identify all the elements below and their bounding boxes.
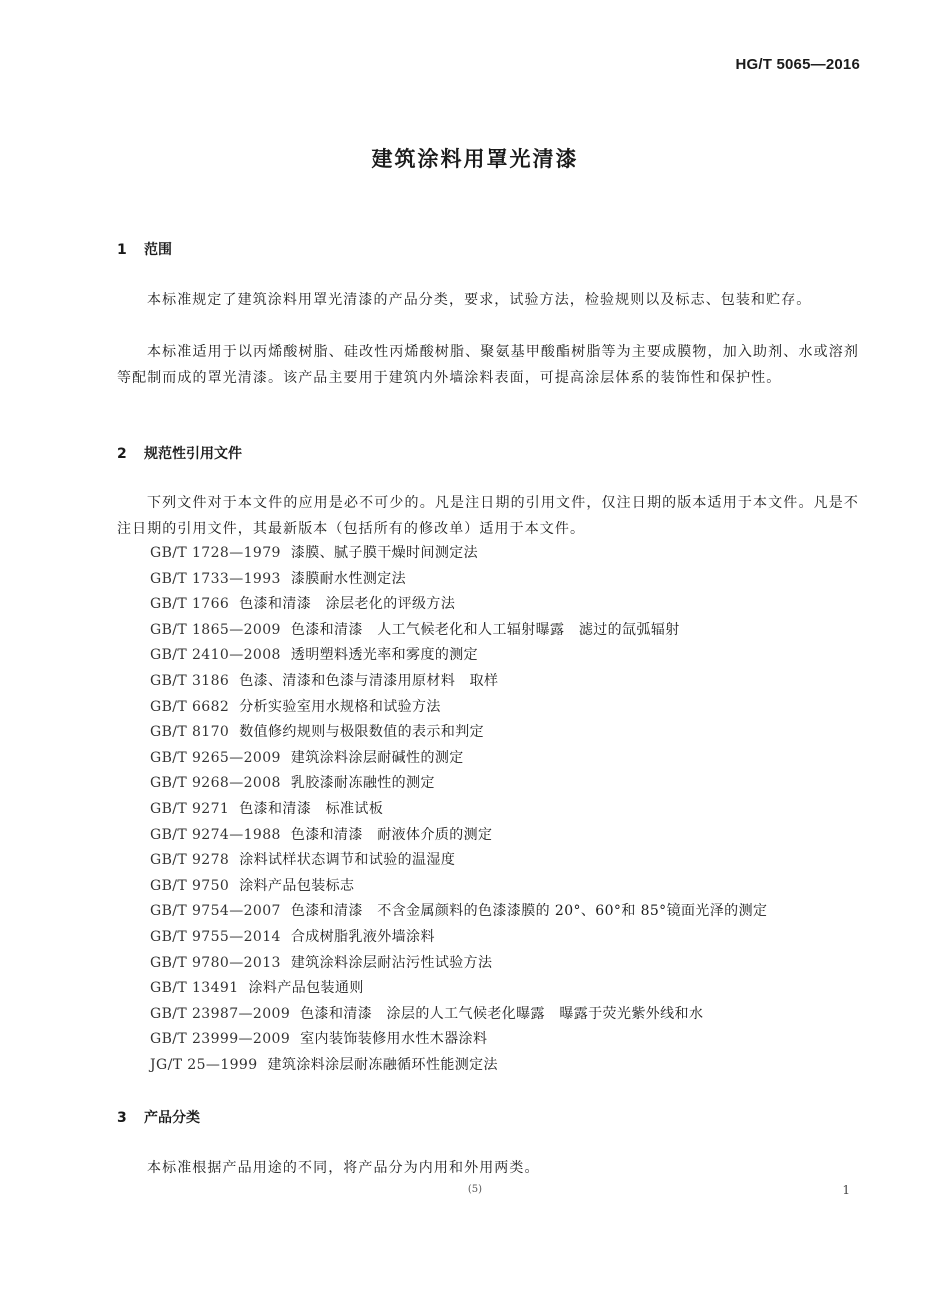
section-3-paragraph-1: 本标准根据产品用途的不同，将产品分为内用和外用两类。 <box>147 1160 540 1176</box>
reference-code: GB/T 1865—2009 <box>150 621 281 638</box>
reference-code: GB/T 2410—2008 <box>150 647 281 664</box>
reference-code: GB/T 13491 <box>150 980 239 997</box>
reference-code: GB/T 1728—1979 <box>150 545 281 561</box>
reference-item <box>150 899 767 925</box>
reference-code: GB/T 9268—2008 <box>150 775 281 792</box>
page-marker: (5) <box>467 1184 483 1195</box>
reference-title: 建筑涂料涂层耐碱性的测定 <box>290 749 464 766</box>
reference-item <box>150 874 767 900</box>
section-number: 1 <box>117 242 127 258</box>
reference-item <box>150 720 767 746</box>
reference-title: 乳胶漆耐冻融性的测定 <box>290 775 435 792</box>
reference-item <box>150 746 767 772</box>
reference-title: 漆膜耐水性测定法 <box>290 570 407 587</box>
section-number: 2 <box>117 446 127 462</box>
reference-item <box>150 592 767 618</box>
reference-item <box>150 951 767 977</box>
reference-code: GB/T 9750 <box>150 877 230 894</box>
reference-item <box>150 1002 767 1028</box>
reference-item <box>150 925 767 951</box>
reference-item <box>150 976 767 1002</box>
reference-code: GB/T 23999—2009 <box>150 1031 291 1048</box>
section-3-heading <box>117 1107 200 1127</box>
section-title: 产品分类 <box>144 1110 200 1126</box>
section-1-paragraph-2: 本标准适用于以丙烯酸树脂、硅改性丙烯酸树脂、聚氨基甲酸酯树脂等为主要成膜物，加入助剂、水或溶剂等配制而成的罩光清漆。该产品主要用于建筑内外墙涂料表面，可提高涂层体系的装饰性和保护性。 <box>117 344 859 386</box>
reference-title: 漆膜、腻子膜干燥时间测定法 <box>290 545 479 561</box>
reference-code: JG/T 25—1999 <box>150 1056 258 1073</box>
reference-title: 透明塑料透光率和雾度的测定 <box>290 647 479 664</box>
reference-item <box>150 823 767 849</box>
reference-title: 分析实验室用水规格和试验方法 <box>239 698 441 715</box>
reference-title: 色漆和清漆 涂层的人工气候老化曝露 曝露于荧光紫外线和水 <box>300 1005 704 1022</box>
reference-item <box>150 618 767 644</box>
reference-title: 建筑涂料涂层耐沾污性试验方法 <box>290 954 493 971</box>
reference-item <box>150 1027 767 1053</box>
reference-title: 合成树脂乳液外墙涂料 <box>290 928 435 945</box>
section-2-heading <box>117 443 242 463</box>
section-1-paragraph-1: 本标准规定了建筑涂料用罩光清漆的产品分类，要求，试验方法，检验规则以及标志、包装和贮存。 <box>147 292 812 308</box>
reference-item <box>150 567 767 593</box>
reference-title: 涂料试样状态调节和试验的温湿度 <box>239 852 456 869</box>
standard-code: HG/T 5065—2016 <box>735 56 860 73</box>
reference-title: 建筑涂料涂层耐冻融循环性能测定法 <box>267 1056 498 1073</box>
reference-code: GB/T 9754—2007 <box>150 903 281 920</box>
reference-item <box>150 797 767 823</box>
reference-title: 数值修约规则与极限数值的表示和判定 <box>239 724 485 741</box>
reference-code: GB/T 9271 <box>150 800 230 817</box>
reference-item <box>150 848 767 874</box>
normative-reference-list <box>150 541 767 1078</box>
section-title: 范围 <box>144 242 172 258</box>
page-number: 1 <box>842 1183 850 1197</box>
reference-title: 色漆和清漆 标准试板 <box>239 800 384 817</box>
reference-code: GB/T 23987—2009 <box>150 1005 291 1022</box>
reference-code: GB/T 3186 <box>150 672 230 689</box>
reference-item <box>150 669 767 695</box>
reference-code: GB/T 1733—1993 <box>150 570 281 587</box>
reference-code: GB/T 9265—2009 <box>150 749 281 766</box>
reference-title: 色漆和清漆 耐液体介质的测定 <box>290 826 493 843</box>
reference-item <box>150 695 767 721</box>
reference-code: GB/T 9278 <box>150 852 230 869</box>
reference-code: GB/T 1766 <box>150 596 230 613</box>
reference-item <box>150 541 767 567</box>
reference-title: 室内装饰装修用水性木器涂料 <box>300 1031 488 1048</box>
reference-code: GB/T 9780—2013 <box>150 954 281 971</box>
reference-item <box>150 643 767 669</box>
reference-code: GB/T 6682 <box>150 698 230 715</box>
reference-code: GB/T 8170 <box>150 724 230 741</box>
reference-title: 涂料产品包装标志 <box>239 877 355 894</box>
reference-title: 色漆和清漆 不含金属颜料的色漆漆膜的 20°、60°和 85°镜面光泽的测定 <box>290 903 768 920</box>
reference-code: GB/T 9755—2014 <box>150 928 281 945</box>
reference-title: 色漆和清漆 人工气候老化和人工辐射曝露 滤过的氙弧辐射 <box>290 621 680 638</box>
reference-item <box>150 771 767 797</box>
section-number: 3 <box>117 1110 127 1126</box>
section-title: 规范性引用文件 <box>144 446 242 462</box>
reference-title: 色漆、清漆和色漆与清漆用原材料 取样 <box>239 672 499 689</box>
document-title: 建筑涂料用罩光清漆 <box>371 147 579 171</box>
section-1-heading <box>117 239 172 259</box>
section-2-paragraph-1: 下列文件对于本文件的应用是必不可少的。凡是注日期的引用文件，仅注日期的版本适用于本文件。凡是不注日期的引用文件，其最新版本（包括所有的修改单）适用于本文件。 <box>117 495 859 537</box>
reference-title: 色漆和清漆 涂层老化的评级方法 <box>239 596 456 613</box>
reference-code: GB/T 9274—1988 <box>150 826 281 843</box>
reference-title: 涂料产品包装通则 <box>248 980 364 997</box>
reference-item <box>150 1053 767 1079</box>
